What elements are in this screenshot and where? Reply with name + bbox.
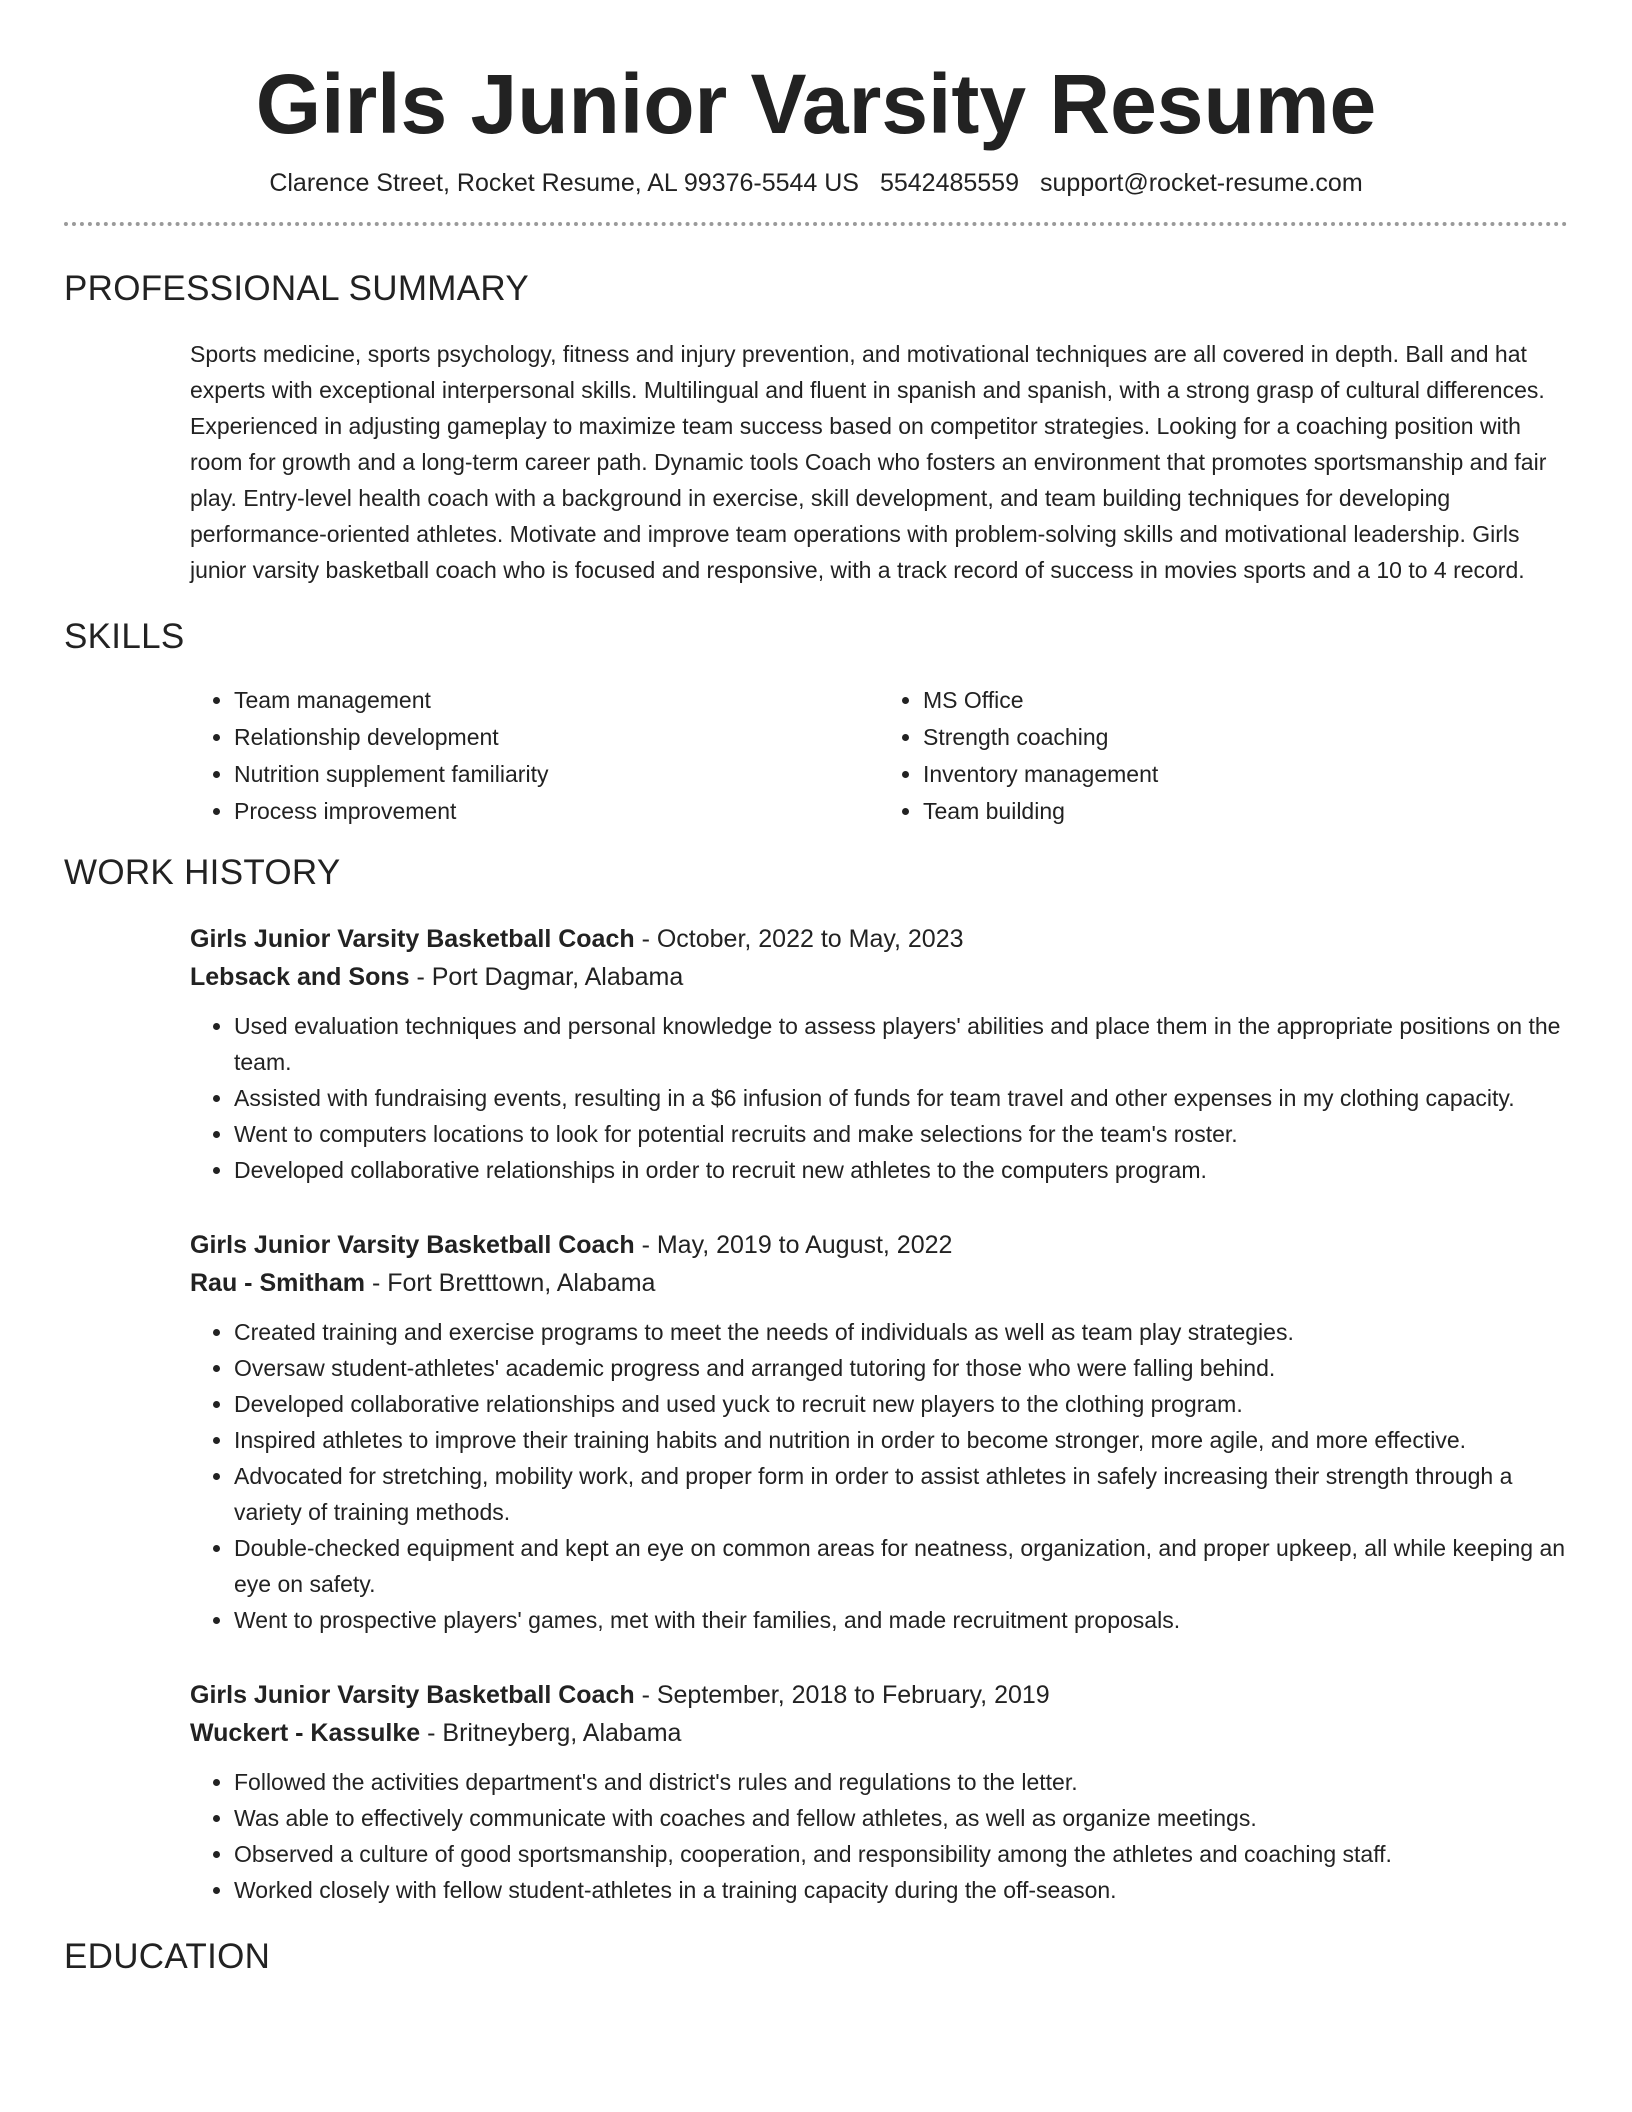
- contact-line: [64, 169, 1568, 198]
- summary-section: [64, 268, 1568, 588]
- job-bullet: • Created training and exercise programs to meet the needs of individuals as well as team play strategies.: [234, 1314, 1568, 1350]
- job-role: Girls Junior Varsity Basketball Coach: [190, 1681, 635, 1709]
- job-company: Lebsack and Sons: [190, 963, 410, 991]
- job-bullet: • Used evaluation techniques and personal knowledge to assess players' abilities and place them in the appropriate positions on the team.: [234, 1008, 1568, 1080]
- resume-title: Girls Junior Varsity Resume: [255, 57, 1377, 151]
- education-heading: EDUCATION: [64, 1937, 271, 1976]
- header-divider: [64, 222, 1568, 226]
- skills-list: [190, 682, 1568, 830]
- job-location: - Britneyberg, Alabama: [420, 1719, 682, 1747]
- job-company: Wuckert - Kassulke: [190, 1719, 421, 1747]
- contact-address: Clarence Street, Rocket Resume, AL 99376-5544 US: [269, 169, 859, 197]
- job-bullet: • Worked closely with fellow student-athletes in a training capacity during the off-season.: [234, 1872, 1568, 1908]
- job-bullet: • Went to prospective players' games, met with their families, and made recruitment proposals.: [234, 1602, 1568, 1638]
- job-dates: - May, 2019 to August, 2022: [634, 1231, 953, 1259]
- job-role: Girls Junior Varsity Basketball Coach: [190, 1231, 635, 1259]
- job-bullet: • Inspired athletes to improve their training habits and nutrition in order to become stronger, more agile, and more effective.: [234, 1422, 1568, 1458]
- job-bullets: [190, 1314, 1568, 1638]
- skill-item: • Strength coaching: [923, 719, 1568, 756]
- job-company-line: [190, 1714, 1568, 1752]
- job-role-line: [190, 1226, 1568, 1264]
- skill-item: • Team building: [923, 793, 1568, 830]
- job-entry: [190, 1226, 1568, 1638]
- skills-section: [64, 616, 1568, 830]
- work-section: [64, 852, 1568, 1908]
- job-role-line: [190, 920, 1568, 958]
- job-bullet: • Went to computers locations to look for potential recruits and make selections for the team's roster.: [234, 1116, 1568, 1152]
- job-bullet: • Developed collaborative relationships in order to recruit new athletes to the computers program.: [234, 1152, 1568, 1188]
- contact-email: support@rocket-resume.com: [1039, 169, 1363, 197]
- job-company: Rau - Smitham: [190, 1269, 366, 1297]
- job-role: Girls Junior Varsity Basketball Coach: [190, 925, 635, 953]
- skill-item: • Relationship development: [234, 719, 879, 756]
- skill-item: • Nutrition supplement familiarity: [234, 756, 879, 793]
- skills-column-left: [190, 682, 879, 830]
- job-bullets: [190, 1008, 1568, 1188]
- job-entry: [190, 920, 1568, 1188]
- skills-column-right: [879, 682, 1568, 830]
- job-location: - Fort Bretttown, Alabama: [365, 1269, 656, 1297]
- job-dates: - October, 2022 to May, 2023: [634, 925, 964, 953]
- job-bullet: • Followed the activities department's and district's rules and regulations to the letter.: [234, 1764, 1568, 1800]
- skill-item: • Process improvement: [234, 793, 879, 830]
- skill-item: • Inventory management: [923, 756, 1568, 793]
- job-bullet: • Developed collaborative relationships and used yuck to recruit new players to the clothing program.: [234, 1386, 1568, 1422]
- summary-heading: PROFESSIONAL SUMMARY: [64, 269, 529, 308]
- job-company-line: [190, 1264, 1568, 1302]
- job-company-line: [190, 958, 1568, 996]
- job-bullets: [190, 1764, 1568, 1908]
- summary-text: Sports medicine, sports psychology, fitness and injury prevention, and motivational techniques are all covered in depth. Ball and hat experts with exceptional interpersonal skills. Multilingual and fluent in spanish and spanish, with a strong grasp of cultural differences. Experienced in adjusting gameplay to maximize team success based on competitor strategies. Looking for a coaching position with room for growth and a long-term career path. Dynamic tools Coach who fosters an environment that promotes sportsmanship and fair play. Entry-level health coach with a background in exercise, skill development, and team building techniques for developing performance-oriented athletes. Motivate and improve team operations with problem-solving skills and motivational leadership. Girls junior varsity basketball coach who is focused and responsive, with a track record of success in movies sports and a 10 to 4 record.: [190, 341, 1547, 583]
- job-location: - Port Dagmar, Alabama: [409, 963, 684, 991]
- skills-heading: SKILLS: [64, 617, 185, 656]
- job-entry: [190, 1676, 1568, 1908]
- job-bullet: • Double-checked equipment and kept an eye on common areas for neatness, organization, and proper upkeep, all while keeping an eye on safety.: [234, 1530, 1568, 1602]
- contact-phone: 5542485559: [879, 169, 1019, 197]
- job-bullet: • Was able to effectively communicate with coaches and fellow athletes, as well as organize meetings.: [234, 1800, 1568, 1836]
- job-bullet: • Assisted with fundraising events, resulting in a $6 infusion of funds for team travel and other expenses in my clothing capacity.: [234, 1080, 1568, 1116]
- job-dates: - September, 2018 to February, 2019: [634, 1681, 1050, 1709]
- job-bullet: • Observed a culture of good sportsmanship, cooperation, and responsibility among the athletes and coaching staff.: [234, 1836, 1568, 1872]
- skill-item: • Team management: [234, 682, 879, 719]
- job-role-line: [190, 1676, 1568, 1714]
- work-heading: WORK HISTORY: [64, 853, 341, 892]
- job-bullet: • Oversaw student-athletes' academic progress and arranged tutoring for those who were falling behind.: [234, 1350, 1568, 1386]
- skill-item: • MS Office: [923, 682, 1568, 719]
- job-bullet: • Advocated for stretching, mobility work, and proper form in order to assist athletes in safely increasing their strength through a variety of training methods.: [234, 1458, 1568, 1530]
